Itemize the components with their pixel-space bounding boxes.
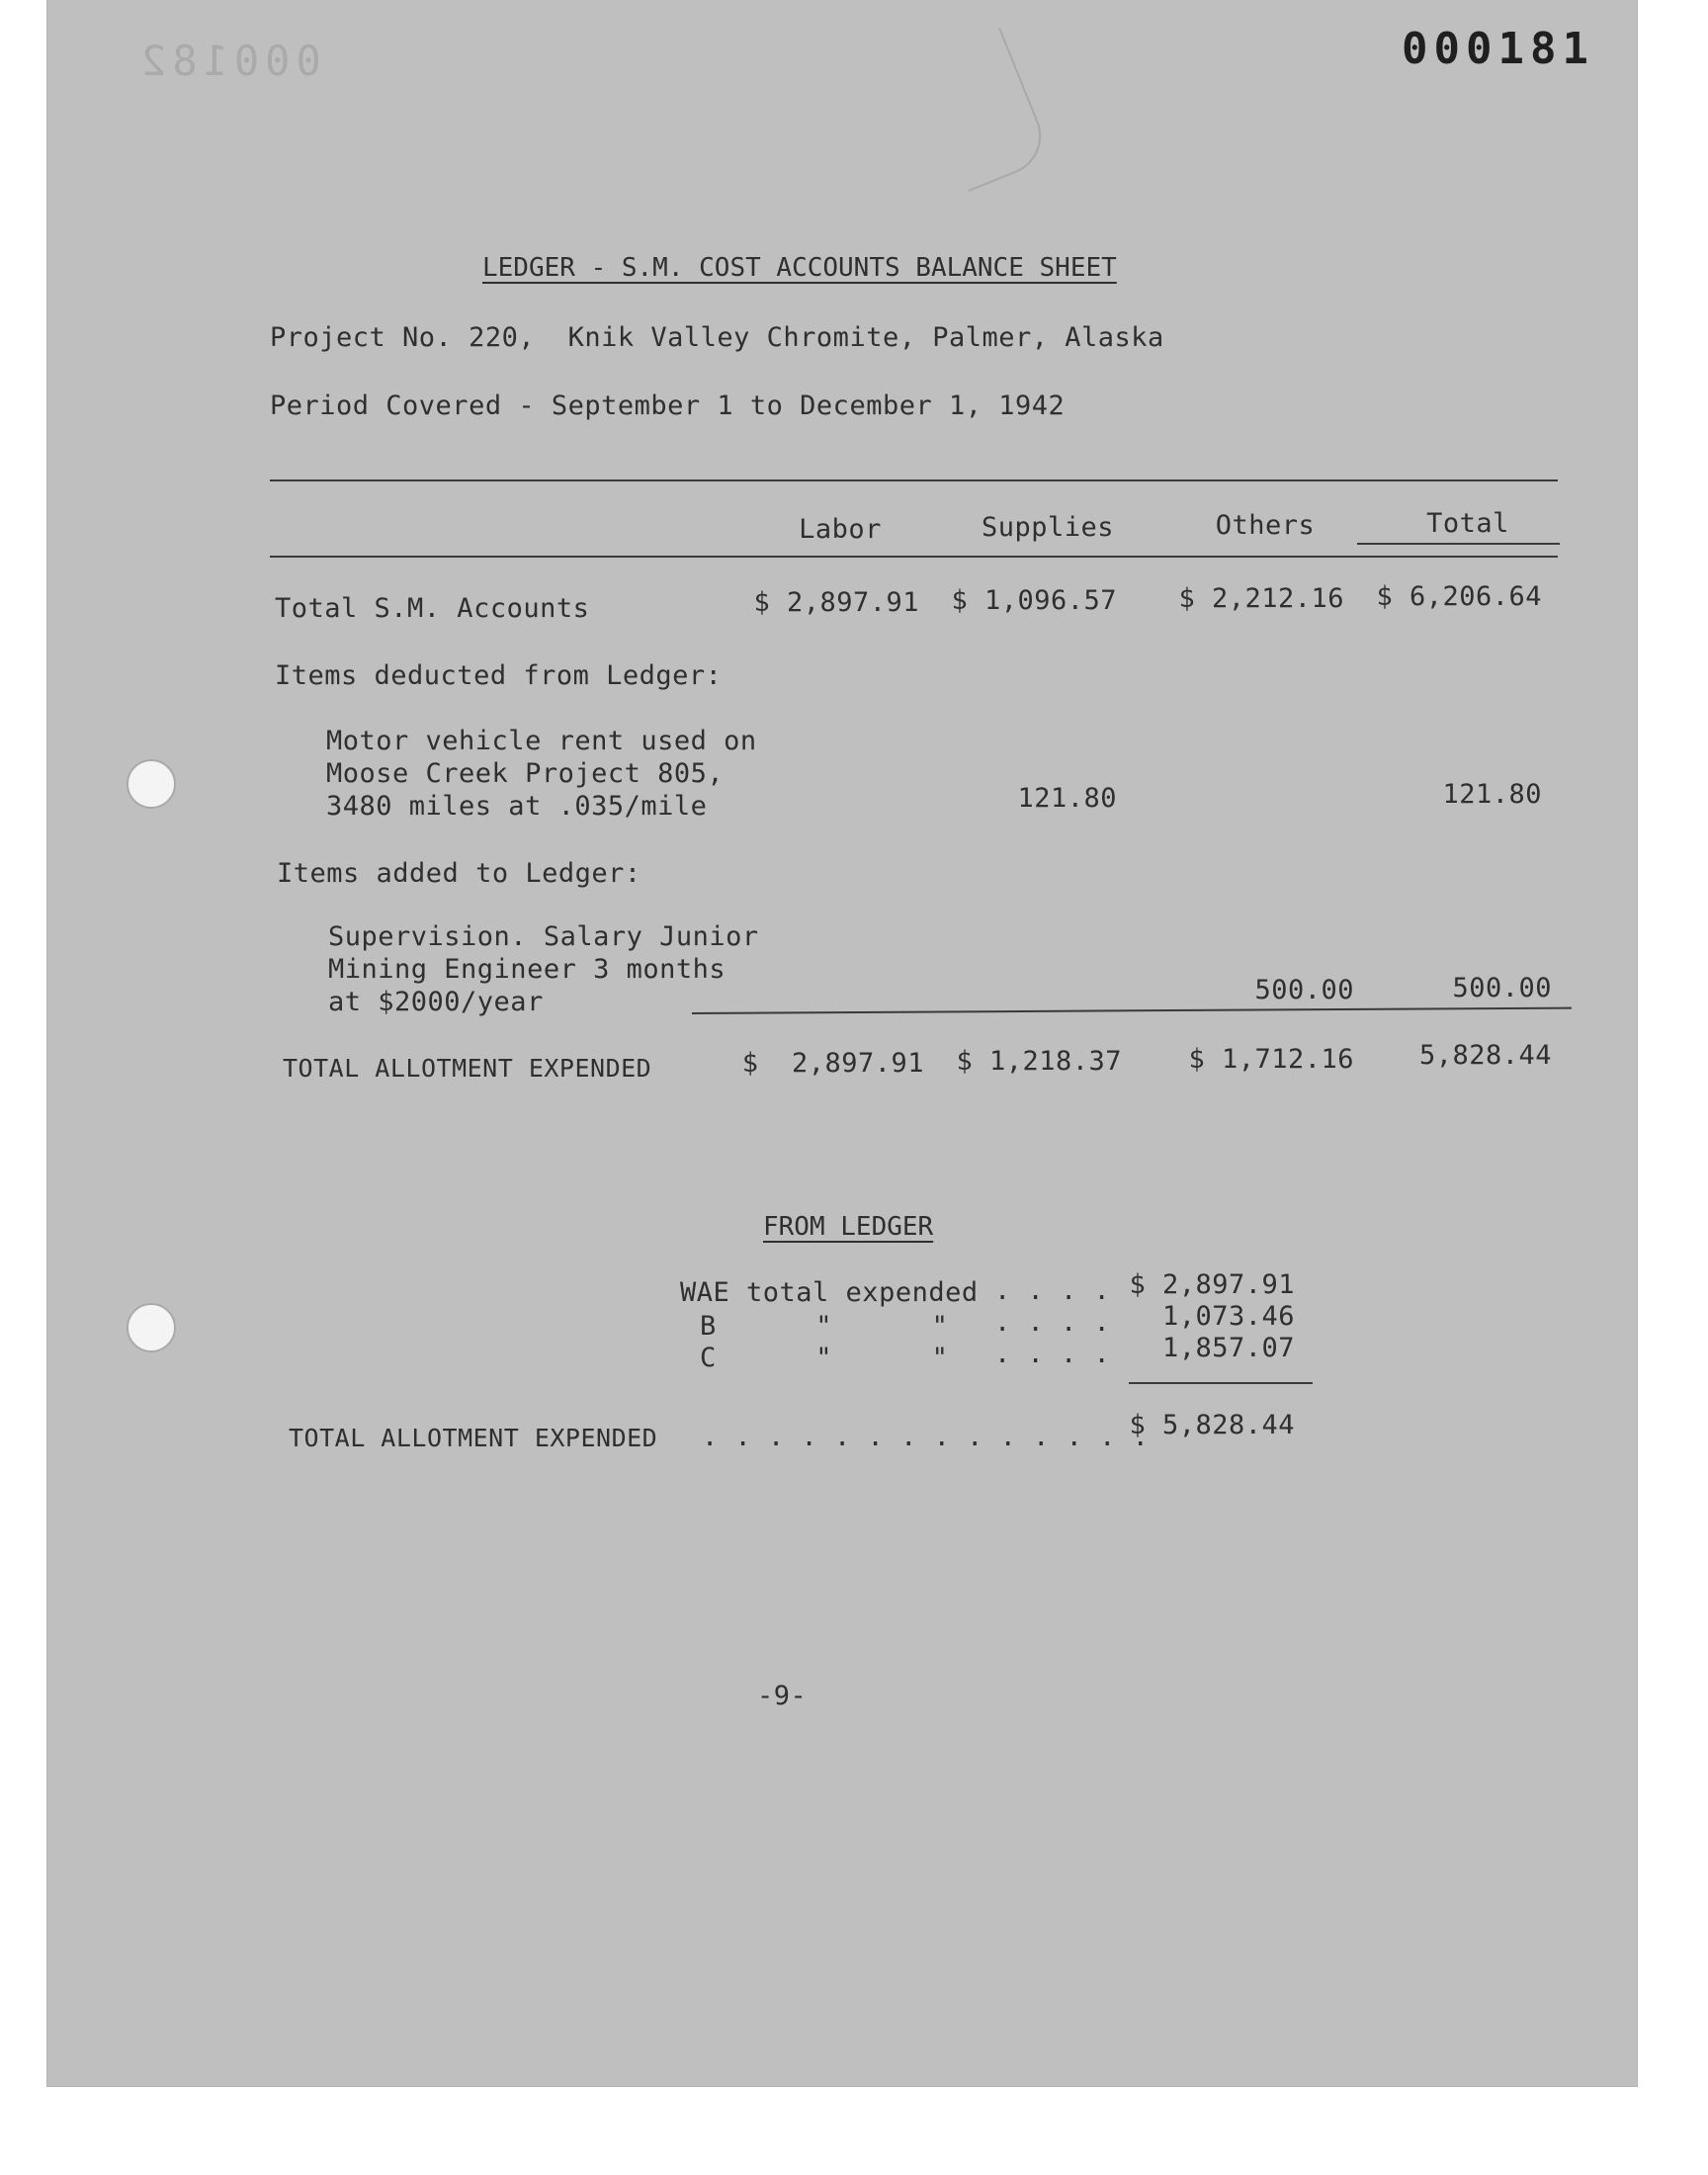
from-ledger-total-label: TOTAL ALLOTMENT EXPENDED bbox=[289, 1424, 658, 1452]
total-expended-labor: $ 2,897.91 bbox=[741, 1048, 924, 1079]
from-ledger-line-dots: . . . . bbox=[994, 1307, 1111, 1338]
total-sm-labor: $ 2,897.91 bbox=[753, 587, 919, 618]
from-ledger-sum-rule bbox=[1129, 1382, 1313, 1384]
from-ledger-line-label: C " " bbox=[700, 1343, 949, 1373]
column-header-labor: Labor bbox=[799, 514, 882, 545]
deducted-item-line1: Motor vehicle rent used on bbox=[326, 726, 757, 756]
project-line: Project No. 220, Knik Valley Chromite, Palmer, Alaska bbox=[270, 322, 1164, 353]
deducted-item-total: 121.80 bbox=[1442, 779, 1542, 810]
added-item-line2: Mining Engineer 3 months bbox=[328, 954, 726, 985]
from-ledger-line-dots: . . . . bbox=[994, 1275, 1111, 1306]
page-number: -9- bbox=[757, 1681, 808, 1711]
from-ledger-line-amount: 1,073.46 bbox=[1161, 1301, 1295, 1332]
added-item-others: 500.00 bbox=[1254, 975, 1354, 1005]
total-sm-others: $ 2,212.16 bbox=[1178, 583, 1344, 614]
from-ledger-line-amount: 1,857.07 bbox=[1161, 1333, 1295, 1363]
column-header-supplies: Supplies bbox=[981, 512, 1115, 543]
deducted-item-line2: Moose Creek Project 805, bbox=[326, 758, 725, 789]
punch-hole bbox=[127, 759, 176, 809]
column-header-total: Total bbox=[1426, 508, 1509, 539]
doc-number-stamp: 000181 bbox=[1402, 24, 1594, 74]
deducted-header: Items deducted from Ledger: bbox=[275, 660, 723, 691]
from-ledger-heading: FROM LEDGER bbox=[763, 1212, 934, 1242]
from-ledger-total-dots: . . . . . . . . . . . . . . bbox=[702, 1422, 1150, 1452]
document-title: LEDGER - S.M. COST ACCOUNTS BALANCE SHEET bbox=[482, 253, 1117, 283]
punch-hole bbox=[127, 1303, 176, 1352]
added-header: Items added to Ledger: bbox=[277, 858, 641, 889]
total-sm-total: $ 6,206.64 bbox=[1376, 581, 1542, 612]
deducted-item-line3: 3480 miles at .035/mile bbox=[326, 791, 708, 822]
from-ledger-total-amount: $ 5,828.44 bbox=[1129, 1410, 1295, 1440]
total-expended-total: 5,828.44 bbox=[1418, 1040, 1552, 1071]
total-sm-supplies: $ 1,096.57 bbox=[951, 585, 1117, 616]
column-header-others: Others bbox=[1215, 510, 1316, 541]
ghost-doc-number: 000182 bbox=[135, 37, 321, 85]
from-ledger-line-amount: $ 2,897.91 bbox=[1129, 1269, 1295, 1300]
row-label-total-sm: Total S.M. Accounts bbox=[275, 593, 590, 624]
from-ledger-line-dots: . . . . bbox=[994, 1339, 1111, 1369]
from-ledger-line-label: WAE total expended bbox=[680, 1277, 979, 1308]
total-expended-supplies: $ 1,218.37 bbox=[956, 1046, 1122, 1077]
total-expended-others: $ 1,712.16 bbox=[1188, 1044, 1354, 1075]
deducted-item-supplies: 121.80 bbox=[1017, 783, 1117, 814]
period-line: Period Covered - September 1 to December 1, 1942 bbox=[270, 391, 1066, 421]
table-top-rule bbox=[270, 479, 1558, 481]
added-item-total: 500.00 bbox=[1452, 973, 1552, 1003]
header-bottom-rule bbox=[270, 556, 1558, 558]
added-item-line3: at $2000/year bbox=[328, 987, 544, 1017]
from-ledger-line-label: B " " bbox=[700, 1311, 949, 1342]
total-header-rule bbox=[1357, 543, 1560, 545]
row-label-total-expended: TOTAL ALLOTMENT EXPENDED bbox=[283, 1054, 652, 1083]
added-item-line1: Supervision. Salary Junior bbox=[328, 921, 759, 952]
